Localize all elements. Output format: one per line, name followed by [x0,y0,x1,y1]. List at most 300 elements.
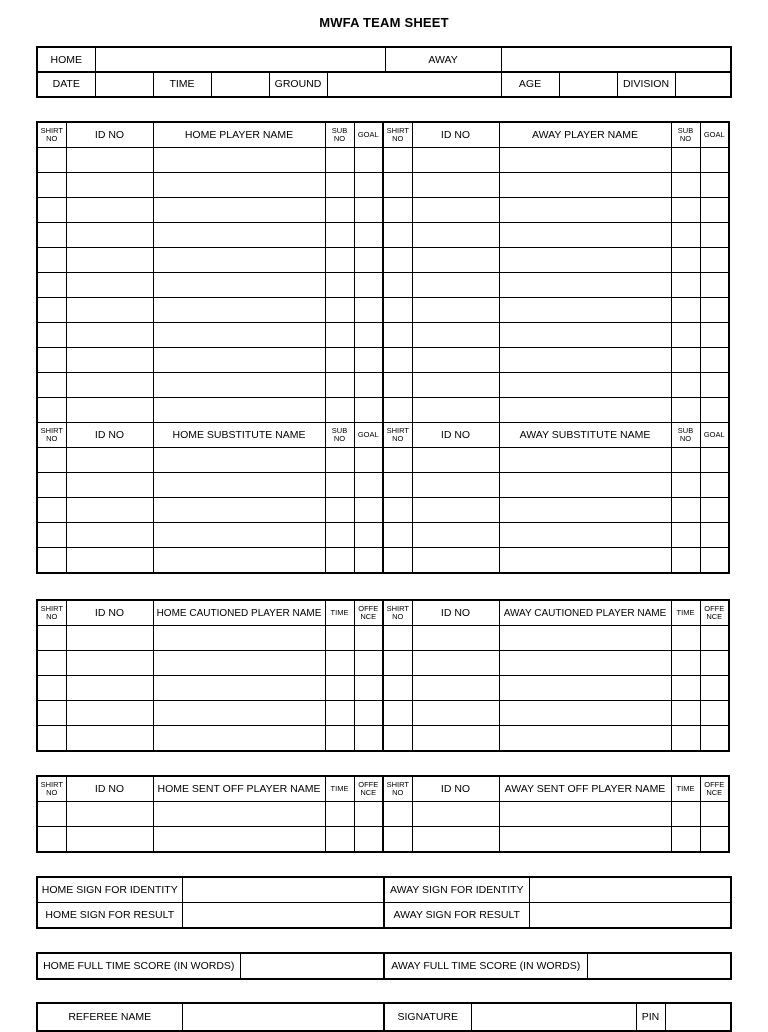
player-cell[interactable] [325,148,354,173]
away-caution-shirt-no-header: SHIRT NO [383,600,412,626]
player-cell[interactable] [671,198,700,223]
away-sub-sub-no-header: SUB NO [671,423,700,448]
cautioned-cell[interactable] [66,626,153,651]
sent-off-cell[interactable] [66,802,153,827]
player-cell[interactable] [153,373,325,398]
cautioned-cell[interactable] [499,676,671,701]
date-label: DATE [37,72,95,97]
home-sign-identity-field[interactable] [182,877,384,903]
cautioned-cell[interactable] [354,651,383,676]
player-cell[interactable] [354,198,383,223]
player-cell[interactable] [37,298,66,323]
player-cell[interactable] [153,223,325,248]
player-cell[interactable] [383,198,412,223]
player-cell[interactable] [153,248,325,273]
player-cell[interactable] [354,298,383,323]
player-cell[interactable] [383,148,412,173]
home-sub-goal-header: GOAL [354,423,383,448]
player-cell[interactable] [700,248,729,273]
player-cell[interactable] [700,198,729,223]
substitute-cell[interactable] [412,548,499,574]
cautioned-cell[interactable] [383,676,412,701]
cautioned-cell[interactable] [325,676,354,701]
substitute-cell[interactable] [499,498,671,523]
cautioned-cell[interactable] [37,676,66,701]
player-cell[interactable] [325,373,354,398]
player-cell[interactable] [325,173,354,198]
cautioned-cell[interactable] [700,626,729,651]
substitute-cell[interactable] [325,523,354,548]
sent-off-cell[interactable] [700,827,729,853]
substitute-cell[interactable] [354,498,383,523]
substitute-cell[interactable] [153,473,325,498]
cautioned-cell[interactable] [700,701,729,726]
player-cell[interactable] [499,373,671,398]
player-cell[interactable] [499,198,671,223]
substitute-cell[interactable] [499,473,671,498]
substitute-cell[interactable] [354,448,383,473]
player-cell[interactable] [354,248,383,273]
player-cell[interactable] [412,248,499,273]
sent-off-cell[interactable] [37,827,66,853]
cautioned-cell[interactable] [412,676,499,701]
cautioned-row [37,676,729,701]
pin-field[interactable] [665,1003,731,1031]
player-cell[interactable] [37,148,66,173]
away-goal-header: GOAL [700,122,729,148]
player-cell[interactable] [66,248,153,273]
away-id-no-header: ID NO [412,122,499,148]
player-cell[interactable] [153,298,325,323]
player-cell[interactable] [66,298,153,323]
substitute-cell[interactable] [499,548,671,574]
player-cell[interactable] [700,398,729,423]
cautioned-row [37,626,729,651]
cautioned-cell[interactable] [153,701,325,726]
home-sign-identity-label: HOME SIGN FOR IDENTITY [37,877,182,903]
cautioned-cell[interactable] [153,676,325,701]
player-cell[interactable] [383,398,412,423]
substitute-cell[interactable] [700,548,729,574]
player-row [37,298,729,323]
player-cell[interactable] [66,148,153,173]
cautioned-row [37,651,729,676]
player-cell[interactable] [37,373,66,398]
substitute-cell[interactable] [700,498,729,523]
cautioned-table [36,599,730,752]
cautioned-cell[interactable] [383,626,412,651]
player-cell[interactable] [37,198,66,223]
player-cell[interactable] [153,198,325,223]
player-cell[interactable] [66,273,153,298]
player-cell[interactable] [325,323,354,348]
player-cell[interactable] [700,373,729,398]
date-field[interactable] [95,72,153,97]
player-cell[interactable] [383,273,412,298]
player-cell[interactable] [499,298,671,323]
player-cell[interactable] [499,348,671,373]
sent-off-cell[interactable] [37,802,66,827]
cautioned-cell[interactable] [383,651,412,676]
players-section [37,122,729,148]
player-cell[interactable] [412,323,499,348]
player-cell[interactable] [700,298,729,323]
cautioned-cell[interactable] [325,726,354,752]
away-sentoff-shirt-no-header: SHIRT NO [383,776,412,802]
player-cell[interactable] [325,348,354,373]
substitute-row [37,498,729,523]
substitute-cell[interactable] [325,548,354,574]
substitute-cell[interactable] [37,448,66,473]
player-row [37,273,729,298]
sent-off-cell[interactable] [153,827,325,853]
sent-off-cell[interactable] [325,827,354,853]
away-sub-no-header: SUB NO [671,122,700,148]
player-cell[interactable] [412,198,499,223]
player-cell[interactable] [383,223,412,248]
player-row [37,323,729,348]
substitute-cell[interactable] [383,498,412,523]
substitute-cell[interactable] [383,548,412,574]
player-cell[interactable] [153,173,325,198]
sent-off-cell[interactable] [499,827,671,853]
player-cell[interactable] [354,348,383,373]
player-cell[interactable] [66,323,153,348]
player-cell[interactable] [37,173,66,198]
player-cell[interactable] [354,323,383,348]
player-cell[interactable] [66,198,153,223]
substitute-cell[interactable] [66,448,153,473]
cautioned-cell[interactable] [325,651,354,676]
player-row [37,248,729,273]
players-header [37,122,729,148]
player-cell[interactable] [37,348,66,373]
cautioned-cell[interactable] [700,651,729,676]
player-cell[interactable] [66,173,153,198]
player-cell[interactable] [700,173,729,198]
sent-off-rows [37,802,729,853]
home-sign-result-label: HOME SIGN FOR RESULT [37,903,182,929]
player-cell[interactable] [37,273,66,298]
player-cell[interactable] [66,348,153,373]
substitute-cell[interactable] [37,473,66,498]
substitute-cell[interactable] [671,473,700,498]
cautioned-cell[interactable] [383,726,412,752]
referee-name-field[interactable] [182,1003,384,1031]
cautioned-cell[interactable] [354,701,383,726]
substitute-cell[interactable] [383,523,412,548]
player-cell[interactable] [671,173,700,198]
division-label: DIVISION [617,72,675,97]
substitute-cell[interactable] [153,448,325,473]
cautioned-cell[interactable] [499,726,671,752]
away-caution-id-no-header: ID NO [412,600,499,626]
player-cell[interactable] [499,398,671,423]
player-row [37,398,729,423]
player-cell[interactable] [383,298,412,323]
cautioned-header [37,600,729,626]
sent-off-cell[interactable] [412,802,499,827]
home-id-no-header: ID NO [66,122,153,148]
cautioned-cell[interactable] [700,726,729,752]
cautioned-cell[interactable] [354,726,383,752]
substitute-cell[interactable] [383,448,412,473]
sent-off-table [36,775,730,853]
cautioned-cell[interactable] [325,701,354,726]
division-field[interactable] [675,72,731,97]
score-table [36,952,732,980]
player-cell[interactable] [671,398,700,423]
sent-off-cell[interactable] [66,827,153,853]
away-caution-time-header: TIME [671,600,700,626]
cautioned-cell[interactable] [66,701,153,726]
sent-off-cell[interactable] [383,827,412,853]
cautioned-cell[interactable] [671,701,700,726]
cautioned-row [37,701,729,726]
substitute-cell[interactable] [66,498,153,523]
player-cell[interactable] [671,223,700,248]
home-sentoff-offence-header: OFFE NCE [354,776,383,802]
cautioned-cell[interactable] [412,701,499,726]
player-cell[interactable] [383,348,412,373]
cautioned-cell[interactable] [383,701,412,726]
player-cell[interactable] [700,273,729,298]
sent-off-cell[interactable] [671,827,700,853]
signature-field[interactable] [471,1003,636,1031]
player-cell[interactable] [412,398,499,423]
substitute-cell[interactable] [412,473,499,498]
cautioned-cell[interactable] [66,676,153,701]
player-row [37,148,729,173]
away-team-field[interactable] [501,47,731,72]
home-score-field[interactable] [240,953,384,979]
cautioned-cell[interactable] [153,651,325,676]
cautioned-cell[interactable] [671,651,700,676]
away-score-field[interactable] [587,953,731,979]
age-label: AGE [501,72,559,97]
cautioned-rows [37,626,729,752]
player-cell[interactable] [325,398,354,423]
cautioned-row [37,726,729,752]
player-cell[interactable] [412,273,499,298]
player-cell[interactable] [383,173,412,198]
player-cell[interactable] [354,173,383,198]
substitute-cell[interactable] [412,448,499,473]
player-cell[interactable] [153,348,325,373]
sent-off-cell[interactable] [383,802,412,827]
substitute-cell[interactable] [671,448,700,473]
substitute-cell[interactable] [153,498,325,523]
substitute-cell[interactable] [499,523,671,548]
cautioned-cell[interactable] [66,651,153,676]
substitute-cell[interactable] [325,448,354,473]
cautioned-cell[interactable] [412,626,499,651]
player-cell[interactable] [153,323,325,348]
sent-off-cell[interactable] [354,802,383,827]
player-cell[interactable] [325,273,354,298]
home-shirt-no-header: SHIRT NO [37,122,66,148]
player-cell[interactable] [383,248,412,273]
sent-off-cell[interactable] [354,827,383,853]
cautioned-cell[interactable] [700,676,729,701]
player-cell[interactable] [354,273,383,298]
sent-off-cell[interactable] [700,802,729,827]
player-cell[interactable] [700,223,729,248]
player-cell[interactable] [412,148,499,173]
cautioned-cell[interactable] [499,626,671,651]
sent-off-cell[interactable] [153,802,325,827]
substitute-cell[interactable] [671,523,700,548]
substitute-row [37,448,729,473]
player-cell[interactable] [412,298,499,323]
cautioned-cell[interactable] [37,651,66,676]
substitute-cell[interactable] [671,548,700,574]
player-cell[interactable] [325,223,354,248]
player-cell[interactable] [671,248,700,273]
substitute-cell[interactable] [37,548,66,574]
player-cell[interactable] [499,248,671,273]
substitute-cell[interactable] [354,523,383,548]
player-cell[interactable] [671,323,700,348]
player-cell[interactable] [354,373,383,398]
cautioned-cell[interactable] [37,626,66,651]
substitute-cell[interactable] [37,523,66,548]
player-cell[interactable] [66,373,153,398]
substitute-cell[interactable] [700,473,729,498]
player-cell[interactable] [66,398,153,423]
substitute-cell[interactable] [412,498,499,523]
away-sign-identity-field[interactable] [529,877,731,903]
cautioned-cell[interactable] [499,701,671,726]
away-sign-identity-label: AWAY SIGN FOR IDENTITY [384,877,529,903]
substitute-cell[interactable] [66,548,153,574]
cautioned-cell[interactable] [37,701,66,726]
cautioned-cell[interactable] [354,676,383,701]
player-cell[interactable] [37,248,66,273]
time-field[interactable] [211,72,269,97]
sent-off-cell[interactable] [325,802,354,827]
cautioned-cell[interactable] [412,651,499,676]
cautioned-cell[interactable] [671,626,700,651]
player-cell[interactable] [671,273,700,298]
player-cell[interactable] [37,223,66,248]
home-team-field[interactable] [95,47,385,72]
sent-off-cell[interactable] [499,802,671,827]
player-cell[interactable] [700,323,729,348]
player-cell[interactable] [671,373,700,398]
player-cell[interactable] [153,273,325,298]
player-cell[interactable] [700,148,729,173]
player-cell[interactable] [383,323,412,348]
player-cell[interactable] [499,323,671,348]
ground-label: GROUND [269,72,327,97]
substitute-cell[interactable] [499,448,671,473]
substitute-cell[interactable] [325,473,354,498]
away-sign-result-field[interactable] [529,903,731,929]
player-cell[interactable] [153,148,325,173]
player-cell[interactable] [499,148,671,173]
sent-off-cell[interactable] [412,827,499,853]
substitute-cell[interactable] [66,523,153,548]
player-cell[interactable] [700,348,729,373]
player-cell[interactable] [499,273,671,298]
substitute-cell[interactable] [325,498,354,523]
home-caution-time-header: TIME [325,600,354,626]
substitute-cell[interactable] [153,548,325,574]
cautioned-cell[interactable] [153,626,325,651]
player-cell[interactable] [671,298,700,323]
cautioned-cell[interactable] [412,726,499,752]
player-cell[interactable] [412,373,499,398]
substitute-cell[interactable] [153,523,325,548]
cautioned-cell[interactable] [354,626,383,651]
substitutes-section [37,423,729,448]
substitute-cell[interactable] [66,473,153,498]
player-cell[interactable] [412,173,499,198]
player-cell[interactable] [354,223,383,248]
substitute-cell[interactable] [412,523,499,548]
player-cell[interactable] [153,398,325,423]
home-sub-shirt-no-header: SHIRT NO [37,423,66,448]
cautioned-cell[interactable] [325,626,354,651]
home-caution-id-no-header: ID NO [66,600,153,626]
home-label: HOME [37,47,95,72]
substitute-row [37,523,729,548]
player-cell[interactable] [37,323,66,348]
cautioned-cell[interactable] [66,726,153,752]
player-cell[interactable] [325,198,354,223]
away-sentoff-offence-header: OFFE NCE [700,776,729,802]
away-caution-offence-header: OFFE NCE [700,600,729,626]
substitute-cell[interactable] [354,548,383,574]
player-row [37,198,729,223]
player-cell[interactable] [412,348,499,373]
player-cell[interactable] [354,398,383,423]
player-cell[interactable] [37,398,66,423]
substitute-cell[interactable] [354,473,383,498]
player-cell[interactable] [354,148,383,173]
cautioned-cell[interactable] [499,651,671,676]
cautioned-cell[interactable] [37,726,66,752]
player-cell[interactable] [499,223,671,248]
player-cell[interactable] [325,298,354,323]
cautioned-cell[interactable] [671,726,700,752]
cautioned-cell[interactable] [671,676,700,701]
sent-off-cell[interactable] [671,802,700,827]
player-cell[interactable] [671,148,700,173]
age-field[interactable] [559,72,617,97]
substitute-cell[interactable] [383,473,412,498]
player-cell[interactable] [66,223,153,248]
player-cell[interactable] [412,223,499,248]
away-substitute-name-header: AWAY SUBSTITUTE NAME [499,423,671,448]
player-cell[interactable] [383,373,412,398]
substitute-cell[interactable] [700,448,729,473]
time-label: TIME [153,72,211,97]
cautioned-cell[interactable] [153,726,325,752]
player-row [37,223,729,248]
player-cell[interactable] [325,248,354,273]
home-sign-result-field[interactable] [182,903,384,929]
substitute-cell[interactable] [671,498,700,523]
ground-field[interactable] [327,72,501,97]
substitute-cell[interactable] [37,498,66,523]
player-cell[interactable] [671,348,700,373]
player-row [37,373,729,398]
substitute-cell[interactable] [700,523,729,548]
home-caution-offence-header: OFFE NCE [354,600,383,626]
player-cell[interactable] [499,173,671,198]
